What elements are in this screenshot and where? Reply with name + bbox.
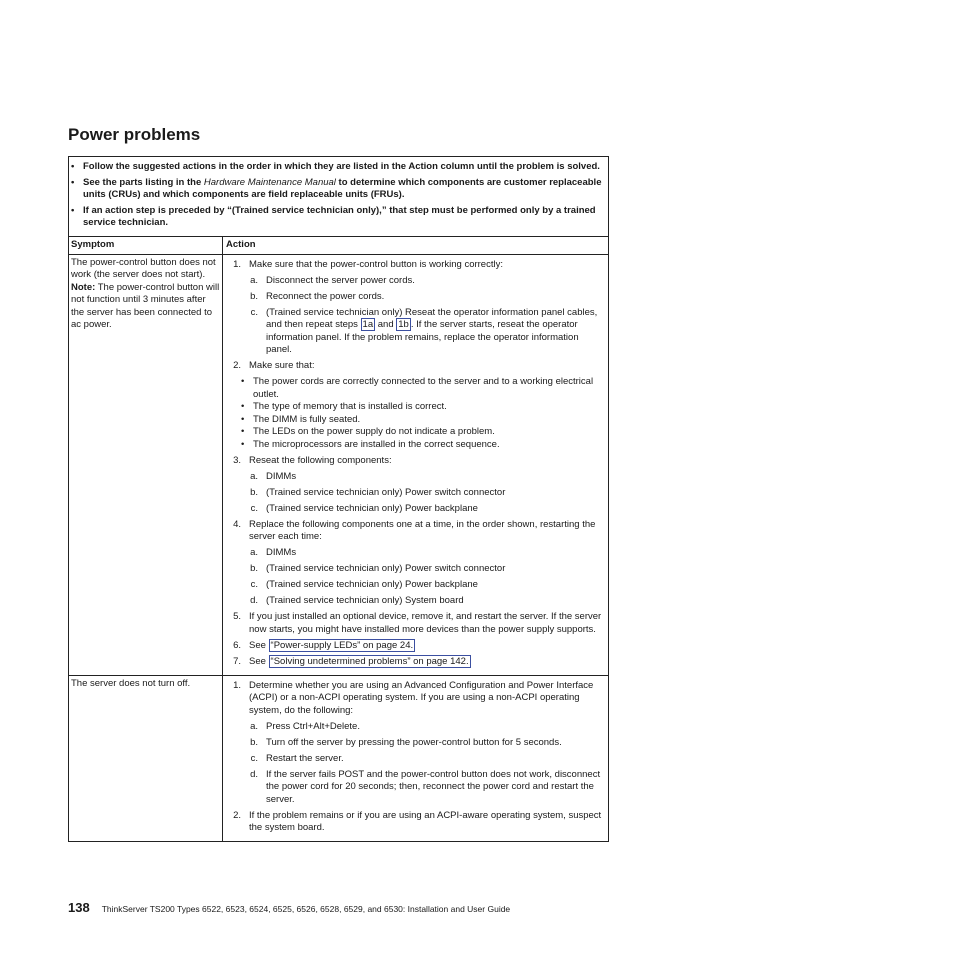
table-row (69, 255, 608, 675)
step-1b-link[interactable]: 1b (398, 319, 409, 330)
action-header: Action (226, 238, 256, 250)
action-cell (223, 255, 608, 675)
bullet-item: • The DIMM is fully seated. (241, 413, 361, 425)
list-item: d. If the server fails POST and the power-control button does not work, disconnect the power cord for 20 seconds; then, reconnect the power cord and restart the server. (250, 768, 601, 805)
table-header (69, 237, 608, 255)
list-item: c. (Trained service technician only) Power backplane (250, 579, 478, 590)
list-item: a. DIMMs (250, 470, 297, 482)
list-item: 1. Make sure that the power-control button is working correctly: (233, 258, 503, 270)
note-item: • If an action step is preceded by “(Trained service technician only),” that step must be performed only by a trained service technician. (71, 204, 596, 228)
bullet-item: • The type of memory that is installed is correct. (241, 401, 447, 412)
table-row (69, 675, 608, 842)
note-item: • Follow the suggested actions in the order in which they are listed in the Action column until the problem is solved. (71, 161, 600, 172)
list-item: 2. If the problem remains or if you are using an ACPI-aware operating system, suspect the system board. (233, 809, 602, 833)
list-item: a. DIMMs (250, 547, 297, 558)
page-footer (68, 900, 668, 915)
symptom-cell: The server does not turn off. (69, 676, 223, 842)
manual-title: Hardware Maintenance Manual (203, 176, 336, 188)
table-notes (69, 157, 608, 237)
list-item: b. (Trained service technician only) Power switch connector (250, 563, 506, 574)
power-supply-leds-link[interactable]: “Power-supply LEDs” on page 24. (270, 639, 414, 651)
symptom-header: Symptom (69, 237, 223, 254)
list-item: 4. Replace the following components one at a time, in the order shown, restarting the server each time: (233, 518, 596, 542)
bullet-item: • The power cords are correctly connected to the server and to a working electrical outlet. (241, 376, 594, 400)
list-item: 7. See “Solving undetermined problems” on page 142. (233, 655, 469, 667)
page-title: Power problems (68, 125, 201, 144)
power-problems-table (68, 156, 609, 842)
list-item: 5. If you just installed an optional device, remove it, and restart the server. If the server now starts, you might have installed more devices than the power supply supports. (233, 611, 602, 635)
list-item: c. Restart the server. (250, 752, 344, 764)
solving-undetermined-problems-link[interactable]: “Solving undetermined problems” on page 142. (270, 655, 469, 667)
note-item: • See the parts listing in the Hardware Maintenance Manual to determine which components are customer replaceable units (CRUs) and which components are field replaceable units (FRUs). (71, 176, 602, 200)
list-item: 2. Make sure that: (233, 360, 315, 371)
page-number: 138 (68, 900, 90, 915)
bullet-item: • The microprocessors are installed in the correct sequence. (241, 438, 500, 450)
list-item: d. (Trained service technician only) System board (250, 595, 464, 606)
action-cell (223, 676, 608, 842)
list-item: c. (Trained service technician only) Reseat the operator information panel cables, and then repeat steps 1a and 1b . If the server starts, reseat the operator information panel. If the problem remains, replace the operator information panel. (250, 306, 598, 355)
list-item: b. Reconnect the power cords. (250, 290, 385, 302)
bullet-item: • The LEDs on the power supply do not indicate a problem. (241, 426, 495, 437)
footer-text: ThinkServer TS200 Types 6522, 6523, 6524, 6525, 6526, 6528, 6529, and 6530: Installation and User Guide (101, 904, 511, 914)
list-item: b. Turn off the server by pressing the power-control button for 5 seconds. (250, 736, 562, 748)
symptom-cell: The power-control button does not work (the server does not start). Note: The power-control button will not function until 3 minutes after the server has been connected to ac power. (69, 255, 223, 675)
list-item: a. Disconnect the server power cords. (250, 274, 415, 286)
list-item: 1. Determine whether you are using an Advanced Configuration and Power Interface (ACPI) or a non-ACPI operating system. If you are using a non-ACPI operating system, do the following: (233, 679, 594, 716)
list-item: b. (Trained service technician only) Power switch connector (250, 486, 506, 498)
list-item: 6. See “Power-supply LEDs” on page 24. (233, 639, 414, 651)
step-1a-link[interactable]: 1a (362, 319, 374, 330)
list-item: c. (Trained service technician only) Power backplane (250, 502, 478, 514)
list-item: 3. Reseat the following components: (233, 454, 392, 466)
list-item: a. Press Ctrl+Alt+Delete. (250, 720, 360, 732)
